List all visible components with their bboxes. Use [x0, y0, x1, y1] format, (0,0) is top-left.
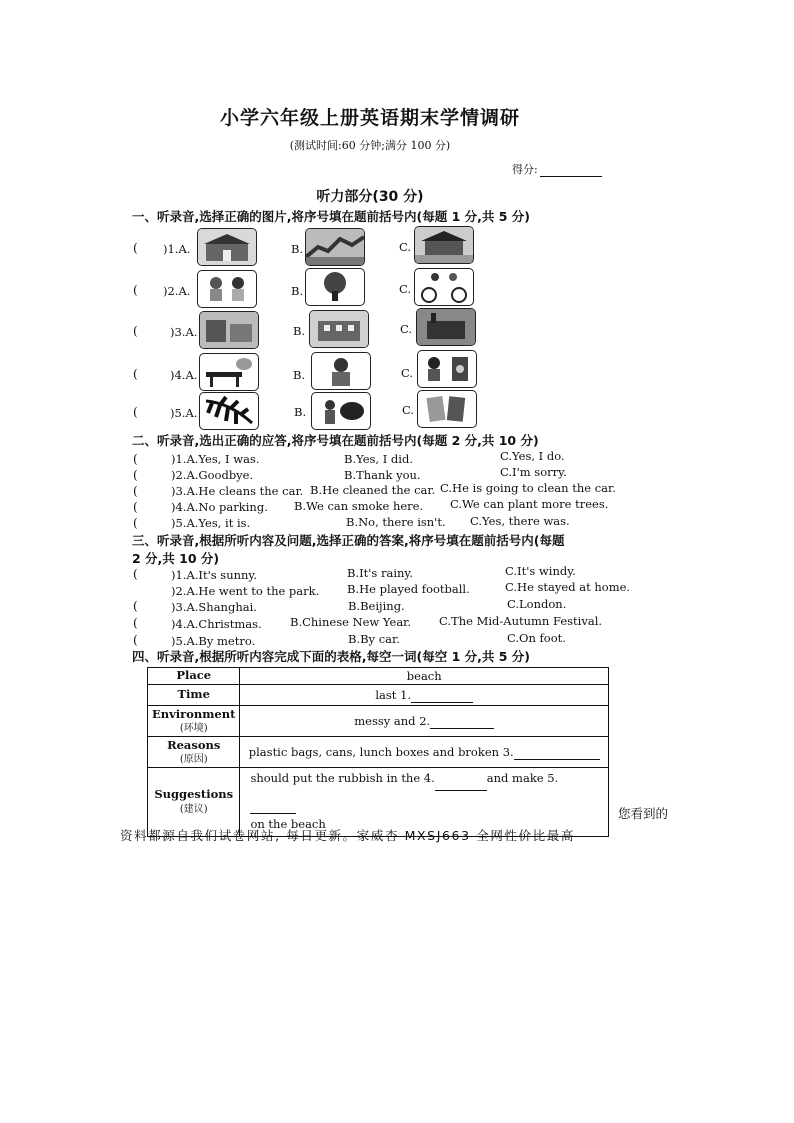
dragon-dance-picture	[311, 392, 371, 430]
row-header: Time	[148, 685, 240, 706]
score-label: 得分:	[512, 163, 538, 176]
option-a: )1.A.It's sunny.	[171, 568, 258, 582]
option-a: )5.A.By metro.	[171, 634, 256, 648]
table-row	[148, 685, 609, 706]
option-a-label: )2.A.	[163, 284, 191, 298]
factory-picture	[416, 308, 476, 346]
option-a-label: )5.A.	[170, 406, 198, 420]
option-a: )3.A.He cleans the car.	[171, 484, 304, 498]
row-content	[240, 685, 609, 706]
row-content	[240, 706, 609, 737]
children-picture	[197, 270, 257, 308]
building-picture	[309, 310, 369, 348]
row-header-cn: (建议)	[179, 803, 208, 815]
option-b: B.Yes, I did.	[344, 452, 413, 466]
score-blank	[540, 163, 602, 177]
option-a: )4.A.No parking.	[171, 500, 268, 514]
row-header-cn: (环境)	[179, 722, 208, 734]
row-text: plastic bags, cans, lunch boxes and broken 3.	[248, 744, 514, 759]
option-a: )3.A.Shanghai.	[171, 600, 257, 614]
option-c-label: C.	[401, 366, 414, 380]
option-c: C.He stayed at home.	[505, 580, 631, 594]
answer-paren: (	[133, 516, 138, 530]
option-c: C.He is going to clean the car.	[440, 481, 616, 495]
option-c: C.Yes, there was.	[470, 514, 570, 528]
answer-paren: (	[133, 405, 138, 419]
footer-note-line1: 您看到的	[618, 806, 669, 821]
row-header-en: Environment	[152, 706, 236, 721]
house-picture	[197, 228, 257, 266]
option-a: )2.A.He went to the park.	[171, 584, 320, 598]
answer-paren: (	[133, 484, 138, 498]
row-header-en: Reasons	[167, 737, 221, 752]
option-a: )4.A.Christmas.	[171, 617, 262, 631]
blank-1[interactable]	[411, 688, 473, 703]
option-c: C.Yes, I do.	[500, 449, 565, 463]
option-c: C.I'm sorry.	[500, 465, 567, 479]
section1-title: 一、听录音,选择正确的图片,将序号填在题前括号内(每题 1 分,共 5 分)	[132, 209, 530, 224]
option-a-label: )3.A.	[170, 325, 198, 339]
row-header	[148, 737, 240, 768]
tree-picture	[305, 268, 365, 306]
answer-paren: (	[133, 633, 138, 647]
option-c: C.London.	[507, 597, 567, 611]
option-b-label: B.	[291, 242, 304, 256]
option-c-label: C.	[399, 240, 412, 254]
street-picture	[199, 311, 259, 349]
option-a-label: )1.A.	[163, 242, 191, 256]
answer-table	[147, 667, 609, 837]
page-title: 小学六年级上册英语期末学情调研	[219, 107, 520, 129]
answer-paren: (	[133, 616, 138, 630]
option-b-label: B.	[293, 324, 306, 338]
row-text-end: on the beach	[250, 816, 326, 831]
score-field	[512, 161, 602, 177]
answer-paren: (	[133, 500, 138, 514]
option-b: B.Beijing.	[348, 599, 405, 613]
row-header-en: Suggestions	[154, 787, 234, 802]
spring-couplets-picture	[417, 390, 477, 428]
answer-paren: (	[133, 367, 138, 381]
row-header	[148, 706, 240, 737]
option-a: )1.A.Yes, I was.	[171, 452, 260, 466]
leaf-picture	[199, 392, 259, 430]
answer-paren: (	[133, 599, 138, 613]
option-b: B.No, there isn't.	[346, 515, 446, 529]
exam-info: (测试时间:60 分钟;满分 100 分)	[289, 139, 451, 152]
answer-paren: (	[133, 468, 138, 482]
option-a: )5.A.Yes, it is.	[171, 516, 251, 530]
option-c: C.We can plant more trees.	[450, 497, 609, 511]
option-b: B.Chinese New Year.	[290, 615, 412, 629]
answer-paren: (	[133, 241, 138, 255]
blank-5[interactable]	[250, 791, 296, 814]
blank-4[interactable]	[435, 768, 487, 791]
option-a-label: )4.A.	[170, 368, 198, 382]
option-c-label: C.	[400, 322, 413, 336]
ping-pong-table-picture	[199, 353, 259, 391]
boy-picture	[311, 352, 371, 390]
blank-2[interactable]	[430, 714, 494, 729]
section3-title-line2: 2 分,共 10 分)	[132, 551, 220, 566]
row-text-mid: and make 5.	[486, 771, 559, 785]
option-b-label: B.	[291, 284, 304, 298]
section2-title: 二、听录音,选出正确的应答,将序号填在题前括号内(每题 2 分,共 10 分)	[132, 433, 539, 448]
option-c: C.It's windy.	[505, 564, 576, 578]
answer-paren: (	[133, 452, 138, 466]
option-b: B.We can smoke here.	[294, 499, 424, 513]
option-b: B.He played football.	[347, 582, 470, 596]
option-a: )2.A.Goodbye.	[171, 468, 254, 482]
row-header-cn: (原因)	[179, 753, 208, 765]
cycling-picture	[414, 268, 474, 306]
option-c-label: C.	[402, 403, 415, 417]
table-row	[148, 737, 609, 768]
blank-3[interactable]	[514, 745, 600, 760]
table-row	[148, 668, 609, 685]
option-b: B.It's rainy.	[347, 566, 414, 580]
row-text: messy and 2.	[354, 713, 431, 728]
answer-paren: (	[133, 283, 138, 297]
option-c-label: C.	[399, 282, 412, 296]
option-b: B.By car.	[348, 632, 400, 646]
section3-title-line1: 三、听录音,根据所听内容及问题,选择正确的答案,将序号填在题前括号内(每题	[132, 533, 565, 548]
option-c: C.On foot.	[507, 631, 566, 645]
option-b: B.Thank you.	[344, 468, 421, 482]
great-wall-picture	[305, 228, 365, 266]
section4-title: 四、听录音,根据所听内容完成下面的表格,每空一词(每空 1 分,共 5 分)	[132, 649, 530, 664]
option-b: B.He cleaned the car.	[310, 483, 436, 497]
recycle-bin-picture	[417, 350, 477, 388]
option-b-label: B.	[293, 368, 306, 382]
row-text: last 1.	[375, 687, 412, 702]
answer-paren: (	[133, 567, 138, 581]
footer-note-line2: 资料都源自我们试卷网站, 每日更新。家威杏 MXSJ663 全网性价比最高	[120, 828, 575, 843]
row-content: beach	[240, 668, 609, 685]
temple-picture	[414, 226, 474, 264]
option-c: C.The Mid-Autumn Festival.	[439, 614, 603, 628]
listening-part-title: 听力部分(30 分)	[316, 189, 424, 205]
option-b-label: B.	[294, 405, 307, 419]
table-row	[148, 706, 609, 737]
row-content	[240, 737, 609, 768]
row-text: should put the rubbish in the 4.	[250, 771, 435, 785]
answer-paren: (	[133, 324, 138, 338]
row-header: Place	[148, 668, 240, 685]
